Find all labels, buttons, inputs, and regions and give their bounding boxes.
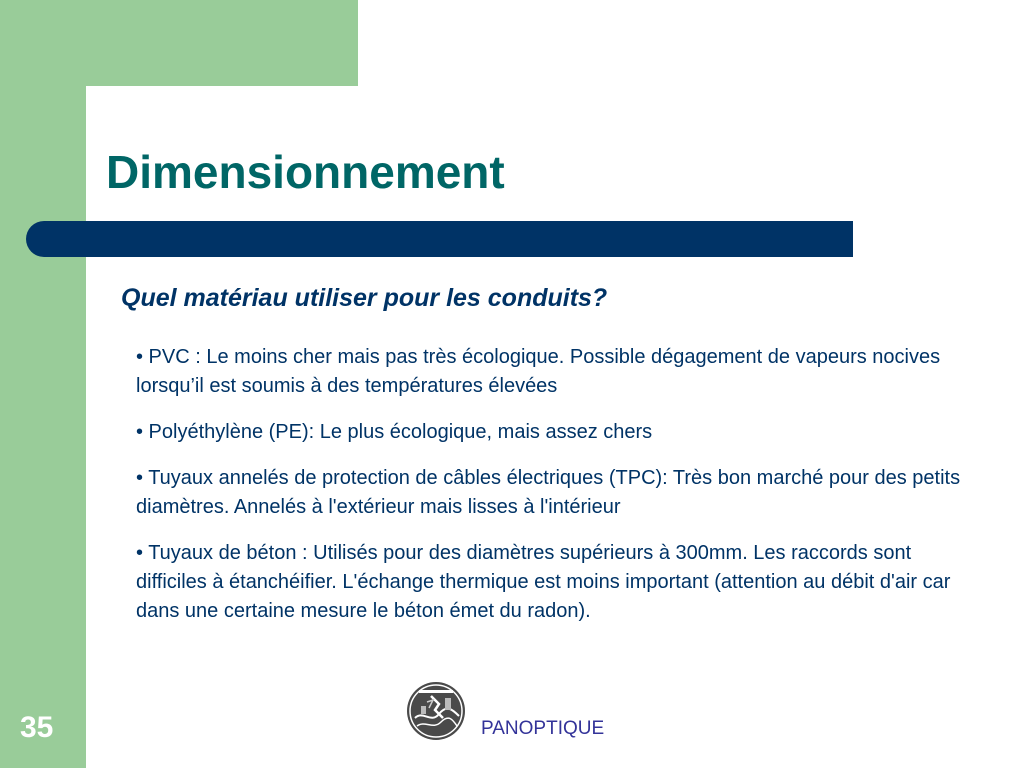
left-green-band <box>0 0 86 768</box>
top-green-band <box>0 0 358 86</box>
panoptique-logo-icon <box>405 680 467 742</box>
bullet-item: • Tuyaux de béton : Utilisés pour des diamètres supérieurs à 300mm. Les raccords sont difficiles à étanchéifier. L'échange thermique est moins important (attention au débit d'air car dans une certaine mesure le béton émet du radon). <box>136 542 951 622</box>
page-number: 35 <box>20 711 54 744</box>
title-underline-bar <box>26 221 853 257</box>
bullet-list <box>136 343 981 643</box>
bullet-item: • Tuyaux annelés de protection de câbles électriques (TPC): Très bon marché pour des petits diamètres. Annelés à l'extérieur mais lisses à l'intérieur <box>136 467 961 518</box>
footer-label: PANOPTIQUE <box>481 718 605 739</box>
slide-subtitle: Quel matériau utiliser pour les conduits? <box>121 284 608 312</box>
slide-title: Dimensionnement <box>106 146 505 198</box>
bullet-item: • Polyéthylène (PE): Le plus écologique, mais assez chers <box>136 421 653 443</box>
bullet-item: • PVC : Le moins cher mais pas très écologique. Possible dégagement de vapeurs nocives lorsqu’il est soumis à des températures élevées <box>136 346 941 397</box>
